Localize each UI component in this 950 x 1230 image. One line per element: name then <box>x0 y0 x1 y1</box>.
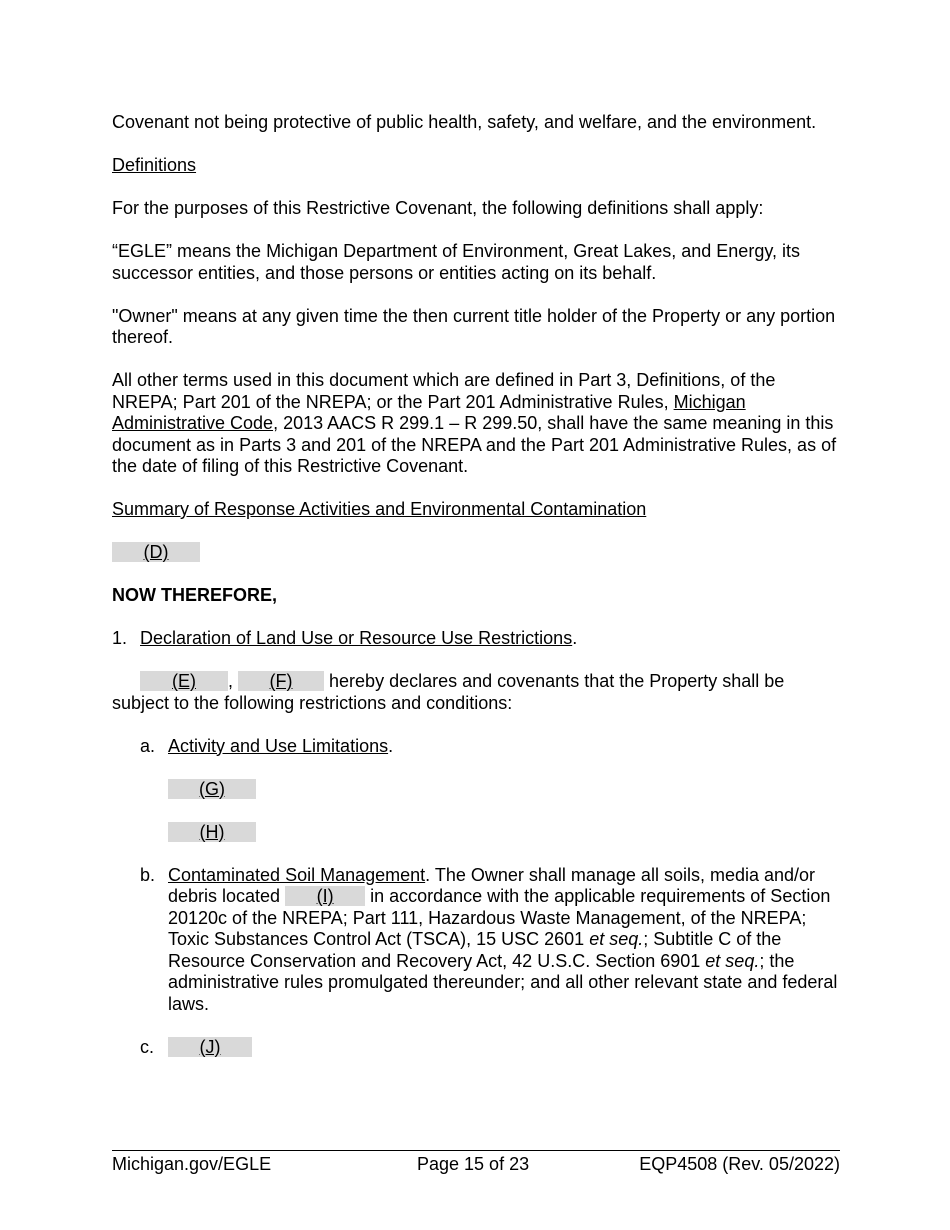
item-c-label: c. <box>140 1036 155 1057</box>
item-1-number: 1. <box>112 628 128 648</box>
definitions-intro: For the purposes of this Restrictive Covenant, the following definitions shall apply: <box>112 198 764 218</box>
item-1-title: Declaration of Land Use or Resource Use Restrictions <box>140 628 573 648</box>
covenant-paragraph: Covenant not being protective of public health, safety, and welfare, and the environment. <box>112 112 817 132</box>
item-a-title: Activity and Use Limitations <box>168 735 389 756</box>
field-g-row <box>168 779 842 801</box>
other-terms-paragraph: All other terms used in this document which are defined in Part 3, Definitions, of the NREPA; Part 201 of the NREPA; or the Part 201 Administrative Rules, Michigan Administrative Code, 2013 AACS R 299.1 – R 299.50, shall have the same meaning in this document as in Parts 3 and 201 of the NREPA and the Part 201 Administrative Rules, as of the date of filing of this Restrictive Covenant. <box>112 370 837 476</box>
item-b-label: b. <box>140 864 156 885</box>
footer-website: Michigan.gov/EGLE <box>112 1154 272 1174</box>
field-g[interactable]: (G) <box>168 779 256 799</box>
egle-definition: “EGLE” means the Michigan Department of Environment, Great Lakes, and Energy, its successor entities, and those persons or entities acting on its behalf. <box>112 241 800 283</box>
field-d-row <box>112 542 842 564</box>
item-c <box>140 1037 842 1059</box>
footer-page-number: Page 15 of 23 <box>417 1154 530 1174</box>
item-b-title: Contaminated Soil Management <box>168 864 426 885</box>
michigan-admin-code-ref: Michigan Administrative Code <box>112 391 746 433</box>
definitions-heading: Definitions <box>112 155 197 175</box>
owner-definition: "Owner" means at any given time the then current title holder of the Property or any portion thereof. <box>112 305 836 347</box>
field-j[interactable]: (J) <box>168 1037 252 1057</box>
field-e[interactable]: (E) <box>140 671 228 691</box>
item-b: b. Contaminated Soil Management. The Owner shall manage all soils, media and/or debris located (I) in accordance with the applicable requirements of Section 20120c of the NREPA; Part 111, Hazardous Waste Management, of the NREPA; Toxic Substances Control Act (TSCA), 15 USC 2601 et seq.; Subtitle C of the Resource Conservation and Recovery Act, 42 U.S.C. Section 6901 et seq.; the administrative rules promulgated thereunder; and all other relevant state and federal laws. <box>140 864 838 1014</box>
summary-heading: Summary of Response Activities and Environmental Contamination <box>112 499 647 519</box>
field-h[interactable]: (H) <box>168 822 256 842</box>
field-i[interactable]: (I) <box>285 886 365 906</box>
item-a: a. Activity and Use Limitations. <box>140 735 394 756</box>
footer-form-id: EQP4508 (Rev. 05/2022) <box>639 1154 840 1174</box>
field-h-row <box>168 822 842 844</box>
now-therefore-heading: NOW THEREFORE, <box>112 585 277 605</box>
item-a-label: a. <box>140 735 156 756</box>
field-f[interactable]: (F) <box>238 671 324 691</box>
declaration-paragraph: (E) , (F) hereby declares and covenants that the Property shall be subject to the following restrictions and conditions: <box>112 671 785 713</box>
page-footer <box>112 1150 840 1175</box>
field-d[interactable]: (D) <box>112 542 200 562</box>
item-1: 1. Declaration of Land Use or Resource Use Restrictions. <box>112 628 578 648</box>
page-content <box>112 112 842 1080</box>
